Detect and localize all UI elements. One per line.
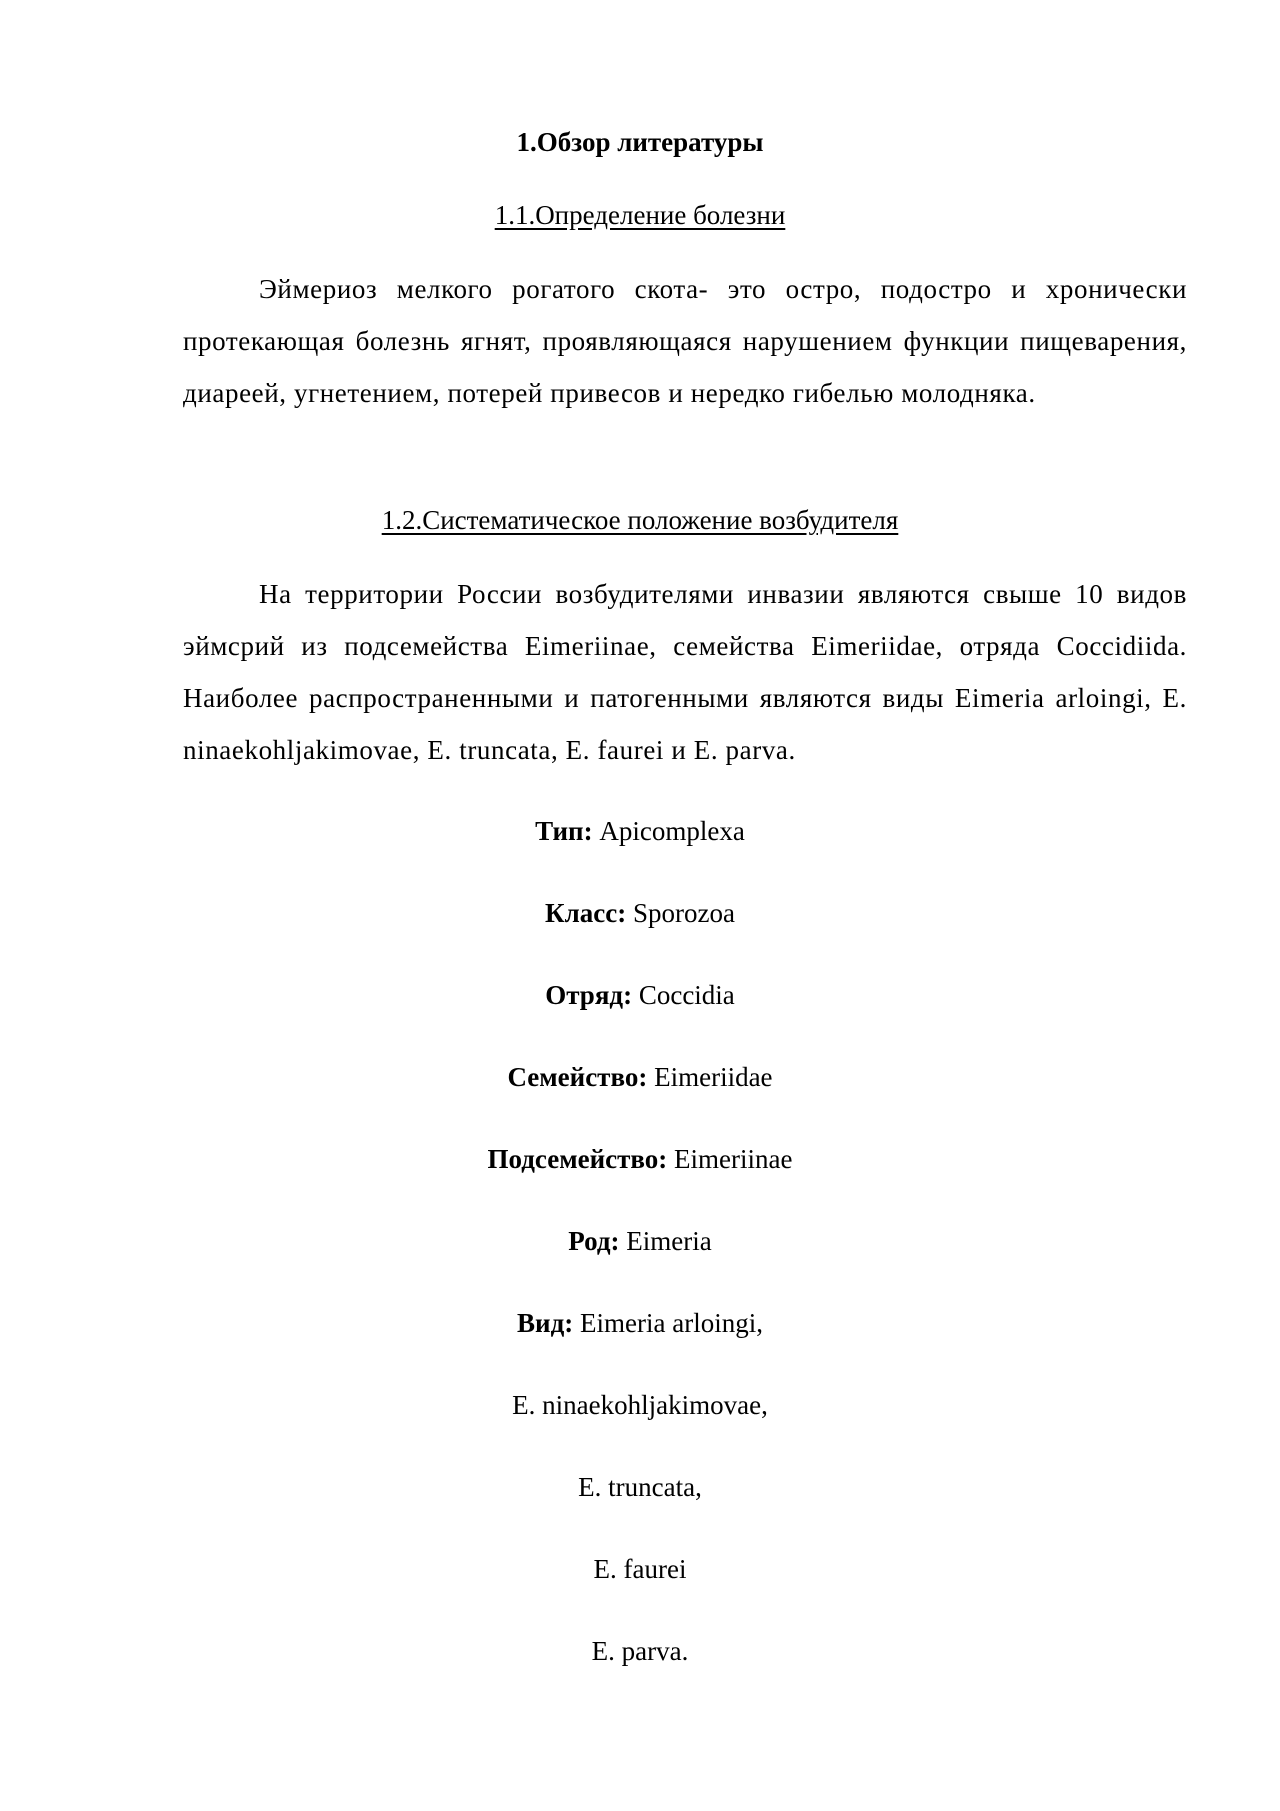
section-1-paragraph: Эймериоз мелкого рогатого скота- это остро, подостро и хронически протекающая болезнь ягнят, проявляющаяся нарушением функции пищеварения, диареей, угнетением, потерей привесов и нередко гибелью молодняка. <box>183 274 1187 408</box>
species-item: E. truncata, <box>578 1472 702 1502</box>
species-item: E. parva. <box>591 1636 689 1666</box>
taxonomy-family-label: Семейство: <box>507 1062 648 1092</box>
taxonomy-order-label: Отряд: <box>545 980 633 1010</box>
section-2-title <box>0 502 1280 538</box>
chapter-heading: 1.Обзор литературы <box>516 127 764 157</box>
taxonomy-species <box>0 1305 1280 1341</box>
section-2-title-text: 1.2.Систематическое положение возбудителя <box>381 505 899 535</box>
section-1-title <box>0 197 1280 233</box>
taxonomy-family-value: Eimeriidae <box>647 1062 773 1092</box>
taxonomy-subfamily-label: Подсемейство: <box>487 1144 668 1174</box>
taxonomy-genus-value: Eimeria <box>619 1226 712 1256</box>
taxonomy-class <box>0 895 1280 931</box>
taxonomy-family <box>0 1059 1280 1095</box>
section-1-title-text: 1.1.Определение болезни <box>494 200 786 230</box>
taxonomy-class-value: Sporozoa <box>626 898 735 928</box>
taxonomy-genus <box>0 1223 1280 1259</box>
taxonomy-class-label: Класс: <box>545 898 627 928</box>
taxonomy-species-value: Eimeria arloingi, <box>573 1308 763 1338</box>
taxonomy-type-label: Тип: <box>535 816 593 846</box>
taxonomy-subfamily-value: Eimeriinae <box>667 1144 793 1174</box>
species-item: E. ninaekohljakimovae, <box>512 1390 768 1420</box>
taxonomy-genus-label: Род: <box>568 1226 620 1256</box>
taxonomy-order-value: Coccidia <box>632 980 735 1010</box>
taxonomy-type <box>0 813 1280 849</box>
section-2-paragraph: На территории России возбудителями инвазии являются свыше 10 видов эймсрий из подсемейства Eimeriinae, семейства Eimeriidae, отряда Coccidiida. Наиболее распространенными и патогенными являются виды Eimeria arloingi, E. ninaekohljakimovae, E. truncata, E. faurei и E. parva. <box>183 579 1187 765</box>
taxonomy-species-label: Вид: <box>517 1308 574 1338</box>
taxonomy-type-value: Apicomplexa <box>592 816 745 846</box>
taxonomy-subfamily <box>0 1141 1280 1177</box>
taxonomy-order <box>0 977 1280 1013</box>
species-item: E. faurei <box>593 1554 687 1584</box>
